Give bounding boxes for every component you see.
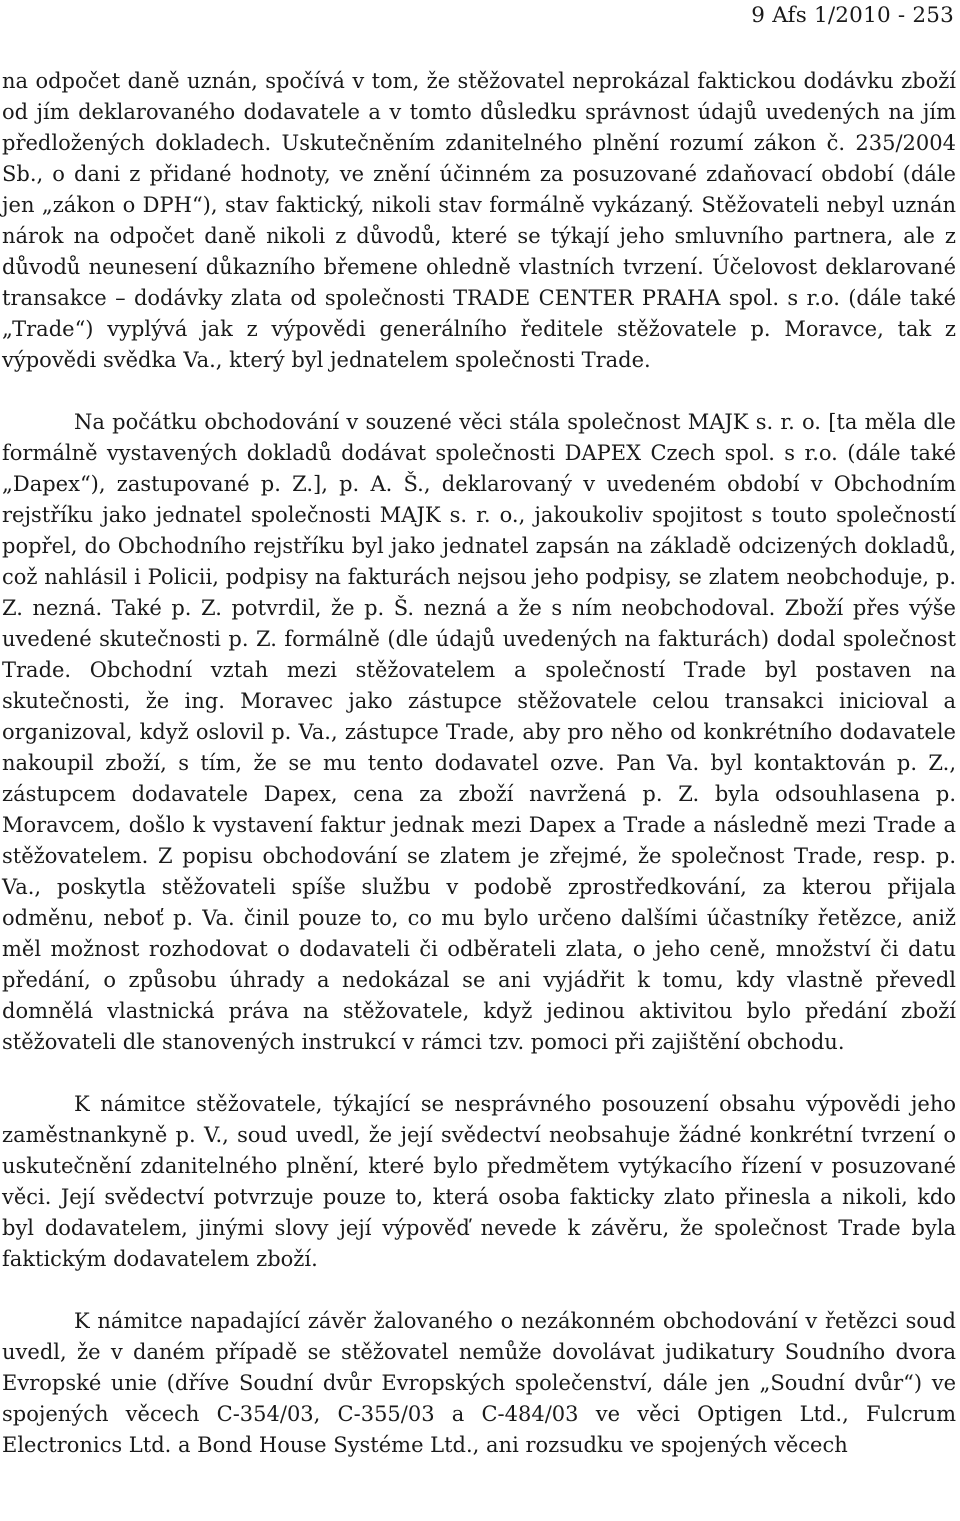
- case-number-header: 9 Afs 1/2010 - 253: [751, 3, 954, 28]
- paragraph-spacer: [2, 1058, 956, 1089]
- paragraph-4: K námitce napadající závěr žalovaného o nezákonném obchodování v řetězci soud uvedl, že v daném případě se stěžovatel nemůže dovolávat judikatury Soudního dvora Evropské unie (dříve Soudní dvůr Evropských společenství, dále jen „Soudní dvůr“) ve spojených věcech C-354/03, C-355/03 a C-484/03 ve věci Optigen Ltd., Fulcrum Electronics Ltd. a Bond House Systéme Ltd., ani rozsudku ve spojených věcech: [2, 1309, 956, 1457]
- paragraph-1: na odpočet daně uznán, spočívá v tom, že stěžovatel neprokázal faktickou dodávku zboží od jím deklarovaného dodavatele a v tomto důsledku správnost údajů uvedených na jím předložených dokladech. Uskutečněním zdanitelného plnění rozumí zákon č. 235/2004 Sb., o dani z přidané hodnoty, ve znění účinném za posuzované zdaňovací období (dále jen „zákon o DPH“), stav faktický, nikoli stav formálně vykázaný. Stěžovateli nebyl uznán nárok na odpočet daně nikoli z důvodů, které se týkají jeho smluvního partnera, ale z důvodů neunesení důkazního břemene ohledně vlastních tvrzení. Účelovost deklarované transakce – dodávky zlata od společnosti TRADE CENTER PRAHA spol. s r.o. (dále také „Trade“) vyplývá jak z výpovědi generálního ředitele stěžovatele p. Moravce, tak z výpovědi svědka Va., který byl jednatelem společnosti Trade.: [2, 69, 956, 372]
- paragraph-3: K námitce stěžovatele, týkající se nesprávného posouzení obsahu výpovědi jeho zaměstnankyně p. V., soud uvedl, že její svědectví neobsahuje žádné konkrétní tvrzení o uskutečnění zdanitelného plnění, které bylo předmětem vytýkacího řízení v posuzované věci. Její svědectví potvrzuje pouze to, která osoba fakticky zlato přinesla a nikoli, kdo byl dodavatelem, jinými slovy její výpověď nevede k závěru, že společnost Trade byla faktickým dodavatelem zboží.: [2, 1092, 956, 1271]
- paragraph-2: Na počátku obchodování v souzené věci stála společnost MAJK s. r. o. [ta měla dle formálně vystavených dokladů dodávat společnosti DAPEX Czech spol. s r.o. (dále také „Dapex“), zastupované p. Z.], p. A. Š., deklarovaný v uvedeném období v Obchodním rejstříku jako jednatel společnosti MAJK s. r. o., jakoukoliv spojitost s touto společností popřel, do Obchodního rejstříku byl jako jednatel zapsán na základě odcizených dokladů, což nahlásil i Policii, podpisy na fakturách nejsou jeho podpisy, se zlatem neobchoduje, p. Z. nezná. Také p. Z. potvrdil, že p. Š. nezná a že s ním neobchodoval. Zboží přes výše uvedené skutečnosti p. Z. formálně (dle údajů uvedených na fakturách) dodal společnost Trade. Obchodní vztah mezi stěžovatelem a společností Trade byl postaven na skutečnosti, že ing. Moravec jako zástupce stěžovatele celou transakci inicioval a organizoval, když oslovil p. Va., zástupce Trade, aby pro něho od konkrétního dodavatele nakoupil zboží, s tím, že se mu tento dodavatel ozve. Pan Va. byl kontaktován p. Z., zástupcem dodavatele Dapex, cena za zboží navržená p. Z. byla odsouhlasena p. Moravcem, došlo k vystavení faktur jednak mezi Dapex a Trade a následně mezi Trade a stěžovatelem. Z popisu obchodování se zlatem je zřejmé, že společnost Trade, resp. p. Va., poskytla stěžovateli spíše službu v podobě zprostředkování, za kterou přijala odměnu, neboť p. Va. činil pouze to, co mu bylo určeno dalšími účastníky řetězce, aniž měl možnost rozhodovat o dodavateli či odběrateli zlata, o jeho ceně, množství či datu předání, o způsobu úhrady a nedokázal se ani vyjádřit k tomu, kdy vlastně převedl domnělá vlastnická práva na stěžovatele, když jedinou aktivitou bylo předání zboží stěžovateli dle stanovených instrukcí v rámci tzv. pomoci při zajištění obchodu.: [2, 410, 956, 1054]
- document-body: [2, 66, 956, 1461]
- paragraph-spacer: [2, 376, 956, 407]
- paragraph-spacer: [2, 1275, 956, 1306]
